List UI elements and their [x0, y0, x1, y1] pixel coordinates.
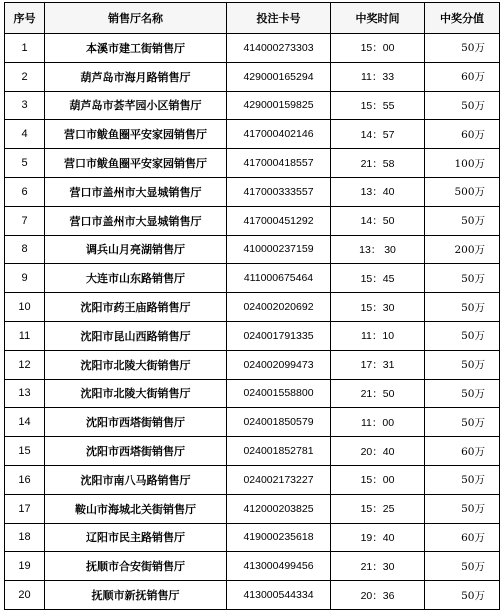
cell-card-number: 024001791335	[227, 321, 331, 350]
cell-index: 19	[5, 552, 45, 581]
cell-card-number: 024002099473	[227, 350, 331, 379]
table-row	[5, 494, 500, 523]
cell-win-time: 15：00	[331, 465, 425, 494]
cell-index: 9	[5, 264, 45, 293]
table-row	[5, 581, 500, 610]
cell-index: 3	[5, 91, 45, 120]
cell-index: 10	[5, 293, 45, 322]
cell-shop-name: 葫芦岛市海月路销售厅	[45, 62, 227, 91]
cell-card-number: 417000418557	[227, 149, 331, 178]
table-row	[5, 465, 500, 494]
table-body	[5, 34, 500, 610]
table-row	[5, 350, 500, 379]
cell-index: 11	[5, 321, 45, 350]
cell-win-time: 20：36	[331, 581, 425, 610]
cell-prize-value: 60万	[425, 523, 500, 552]
table-row	[5, 437, 500, 466]
cell-shop-name: 营口市盖州市大显城销售厅	[45, 177, 227, 206]
cell-card-number: 429000165294	[227, 62, 331, 91]
cell-win-time: 15：45	[331, 264, 425, 293]
cell-prize-value: 60万	[425, 62, 500, 91]
table-row	[5, 523, 500, 552]
table-row	[5, 293, 500, 322]
cell-win-time: 20：40	[331, 437, 425, 466]
cell-prize-value: 60万	[425, 120, 500, 149]
cell-card-number: 024001852781	[227, 437, 331, 466]
header-prize-value: 中奖分值	[425, 3, 500, 34]
cell-card-number: 429000159825	[227, 91, 331, 120]
cell-shop-name: 抚顺市合安街销售厅	[45, 552, 227, 581]
cell-card-number: 024002173227	[227, 465, 331, 494]
cell-win-time: 21：50	[331, 379, 425, 408]
cell-index: 6	[5, 177, 45, 206]
cell-win-time: 11：10	[331, 321, 425, 350]
cell-card-number: 410000237159	[227, 235, 331, 264]
cell-shop-name: 大连市山东路销售厅	[45, 264, 227, 293]
cell-win-time: 13： 30	[331, 235, 425, 264]
cell-card-number: 412000203825	[227, 494, 331, 523]
cell-shop-name: 调兵山月亮湖销售厅	[45, 235, 227, 264]
cell-win-time: 11：33	[331, 62, 425, 91]
cell-win-time: 15：25	[331, 494, 425, 523]
cell-win-time: 15：30	[331, 293, 425, 322]
table-row	[5, 206, 500, 235]
table-row	[5, 264, 500, 293]
cell-index: 17	[5, 494, 45, 523]
cell-index: 4	[5, 120, 45, 149]
table-row	[5, 62, 500, 91]
cell-shop-name: 营口市盖州市大显城销售厅	[45, 206, 227, 235]
cell-card-number: 411000675464	[227, 264, 331, 293]
cell-win-time: 14：57	[331, 120, 425, 149]
cell-card-number: 413000544334	[227, 581, 331, 610]
cell-shop-name: 沈阳市西塔街销售厅	[45, 408, 227, 437]
cell-shop-name: 沈阳市北陵大街销售厅	[45, 350, 227, 379]
cell-card-number: 417000451292	[227, 206, 331, 235]
cell-prize-value: 50万	[425, 293, 500, 322]
cell-shop-name: 本溪市建工街销售厅	[45, 34, 227, 63]
cell-prize-value: 50万	[425, 350, 500, 379]
cell-prize-value: 50万	[425, 494, 500, 523]
cell-win-time: 17：31	[331, 350, 425, 379]
header-card-number: 投注卡号	[227, 3, 331, 34]
cell-prize-value: 50万	[425, 91, 500, 120]
cell-win-time: 15：00	[331, 34, 425, 63]
table-row	[5, 235, 500, 264]
cell-card-number: 024002020692	[227, 293, 331, 322]
cell-prize-value: 50万	[425, 34, 500, 63]
header-shop-name: 销售厅名称	[45, 3, 227, 34]
cell-index: 16	[5, 465, 45, 494]
cell-shop-name: 葫芦岛市荟芊园小区销售厅	[45, 91, 227, 120]
table-row	[5, 408, 500, 437]
cell-prize-value: 50万	[425, 408, 500, 437]
cell-prize-value: 50万	[425, 379, 500, 408]
cell-shop-name: 抚顺市新抚销售厅	[45, 581, 227, 610]
cell-card-number: 417000333557	[227, 177, 331, 206]
cell-win-time: 19：40	[331, 523, 425, 552]
cell-shop-name: 沈阳市西塔街销售厅	[45, 437, 227, 466]
table-row	[5, 91, 500, 120]
cell-shop-name: 沈阳市药王庙路销售厅	[45, 293, 227, 322]
cell-index: 5	[5, 149, 45, 178]
cell-shop-name: 鞍山市海城北关街销售厅	[45, 494, 227, 523]
cell-card-number: 413000499456	[227, 552, 331, 581]
cell-card-number: 419000235618	[227, 523, 331, 552]
cell-prize-value: 50万	[425, 552, 500, 581]
table-row	[5, 34, 500, 63]
cell-win-time: 14：50	[331, 206, 425, 235]
cell-win-time: 13：40	[331, 177, 425, 206]
cell-card-number: 414000273303	[227, 34, 331, 63]
cell-index: 13	[5, 379, 45, 408]
table-row	[5, 379, 500, 408]
winners-table	[4, 2, 500, 610]
winners-table-container	[4, 2, 500, 610]
cell-index: 20	[5, 581, 45, 610]
cell-shop-name: 沈阳市昆山西路销售厅	[45, 321, 227, 350]
table-row	[5, 177, 500, 206]
cell-prize-value: 50万	[425, 264, 500, 293]
cell-win-time: 11：00	[331, 408, 425, 437]
cell-shop-name: 营口市鲅鱼圈平安家园销售厅	[45, 120, 227, 149]
table-row	[5, 552, 500, 581]
table-header-row	[5, 3, 500, 34]
cell-index: 14	[5, 408, 45, 437]
cell-prize-value: 50万	[425, 206, 500, 235]
cell-shop-name: 沈阳市南八马路销售厅	[45, 465, 227, 494]
header-win-time: 中奖时间	[331, 3, 425, 34]
table-row	[5, 321, 500, 350]
cell-prize-value: 50万	[425, 321, 500, 350]
cell-shop-name: 营口市鲅鱼圈平安家园销售厅	[45, 149, 227, 178]
cell-win-time: 15：55	[331, 91, 425, 120]
cell-index: 1	[5, 34, 45, 63]
cell-shop-name: 辽阳市民主路销售厅	[45, 523, 227, 552]
cell-prize-value: 100万	[425, 149, 500, 178]
cell-prize-value: 50万	[425, 465, 500, 494]
cell-prize-value: 60万	[425, 437, 500, 466]
table-row	[5, 120, 500, 149]
cell-card-number: 024001850579	[227, 408, 331, 437]
cell-index: 2	[5, 62, 45, 91]
cell-index: 8	[5, 235, 45, 264]
header-index: 序号	[5, 3, 45, 34]
cell-index: 7	[5, 206, 45, 235]
cell-index: 12	[5, 350, 45, 379]
cell-prize-value: 500万	[425, 177, 500, 206]
cell-win-time: 21：58	[331, 149, 425, 178]
cell-prize-value: 50万	[425, 581, 500, 610]
cell-index: 15	[5, 437, 45, 466]
cell-win-time: 21：30	[331, 552, 425, 581]
cell-index: 18	[5, 523, 45, 552]
cell-card-number: 024001558800	[227, 379, 331, 408]
cell-shop-name: 沈阳市北陵大街销售厅	[45, 379, 227, 408]
cell-card-number: 417000402146	[227, 120, 331, 149]
table-row	[5, 149, 500, 178]
cell-prize-value: 200万	[425, 235, 500, 264]
